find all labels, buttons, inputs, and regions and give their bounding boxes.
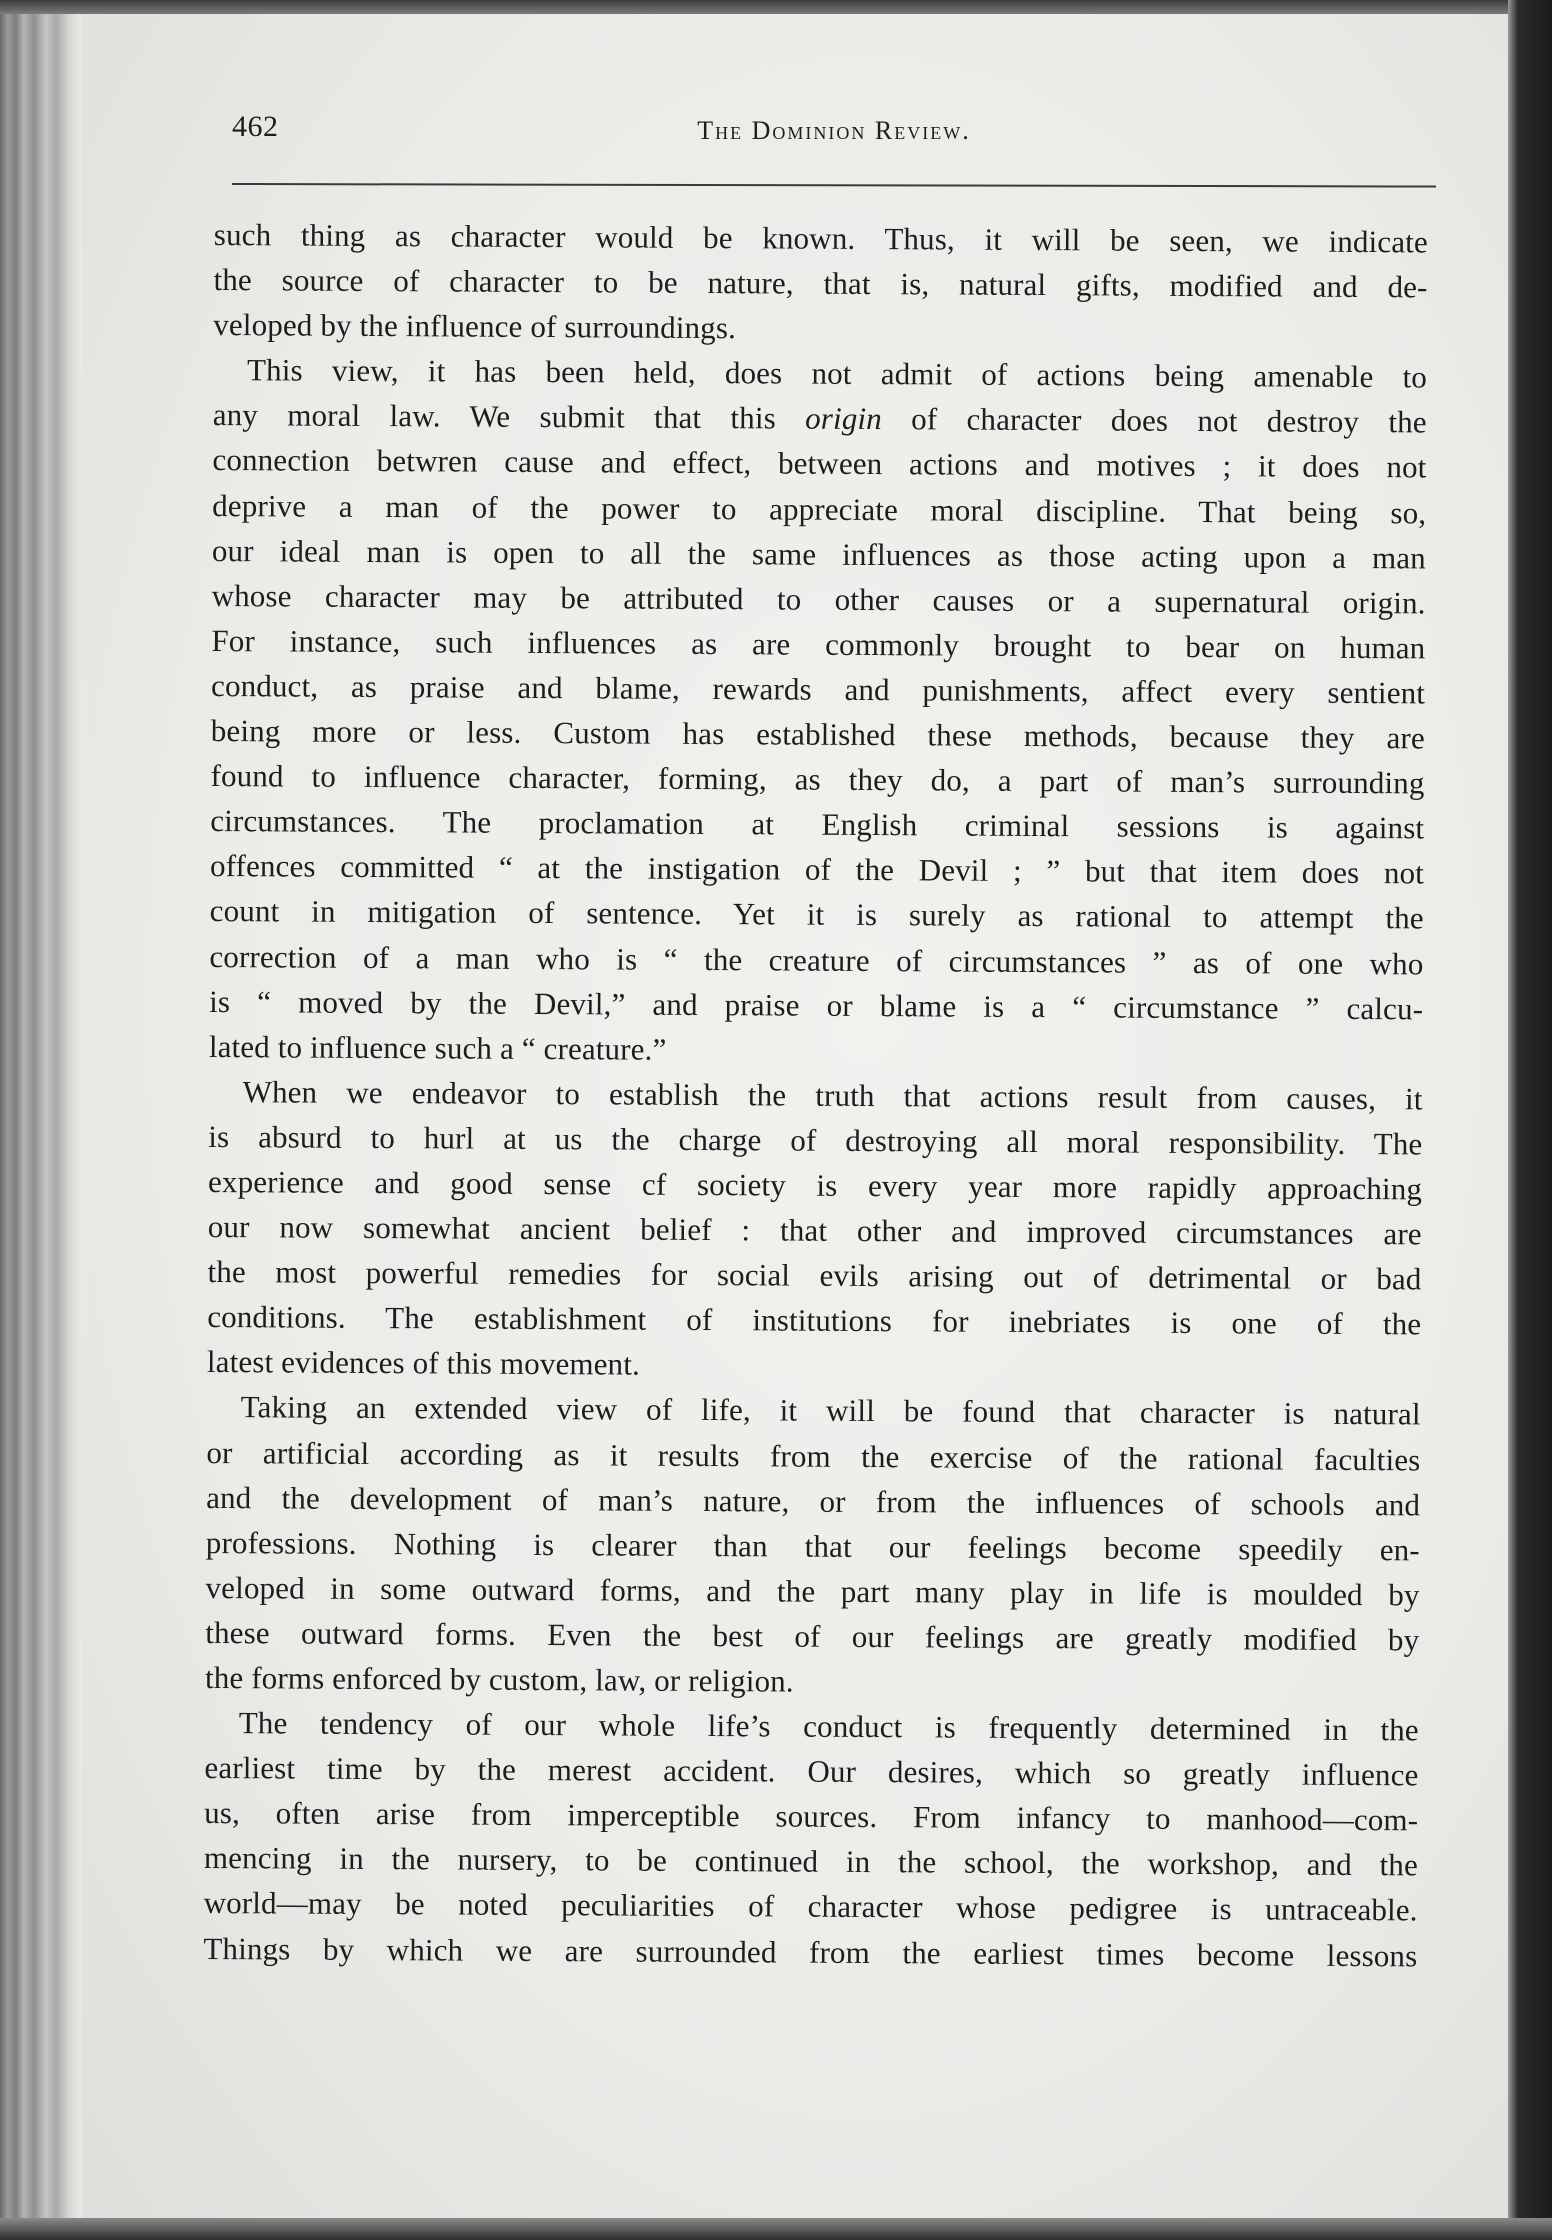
text-line: lated to influence such a “ creature.” <box>208 1028 667 1067</box>
running-head <box>232 100 1436 160</box>
text-line: found to influence character, forming, as they do, a part of man’s surrounding <box>210 758 1425 801</box>
paragraph <box>203 1700 1419 1978</box>
text-line: Things by which we are surrounded from the earliest times become lessons <box>203 1930 1418 1973</box>
text-line: whose character may be attributed to other causes or a supernatural origin. <box>211 577 1426 621</box>
text-line: circumstances. The proclamation at English criminal sessions is against <box>210 803 1425 846</box>
text-line: This view, it has been held, does not admit of actions being amenable to <box>246 352 1428 395</box>
text-line: our now somewhat ancient belief : that other and improved circumstances are <box>207 1209 1422 1252</box>
text-line: experience and good sense cf society is every year more rapidly approaching <box>207 1163 1423 1207</box>
body-text <box>203 212 1428 1978</box>
text-line: us, often arise from imperceptible sources. From infancy to manhood—com- <box>204 1795 1419 1838</box>
scan-border-bottom <box>0 2218 1552 2240</box>
text-line: earliest time by the merest accident. Our desires, which so greatly influence <box>204 1750 1419 1793</box>
text-line: our ideal man is open to all the same influences as those acting upon a man <box>211 532 1427 576</box>
journal-title: The Dominion Review. <box>697 116 971 145</box>
paragraph <box>213 212 1428 355</box>
text-line: conduct, as praise and blame, rewards and punishments, affect every sentient <box>211 667 1426 711</box>
text-line: For instance, such influences as are commonly brought to bear on human <box>211 622 1426 666</box>
text-line: connection betwren cause and effect, between actions and motives ; it does not <box>212 442 1427 485</box>
text-segment: any moral law. We submit that this <box>212 397 776 436</box>
paragraph <box>207 1069 1423 1392</box>
text-line: these outward forms. Even the best of our feelings are greatly modified by <box>205 1614 1420 1658</box>
text-line: professions. Nothing is clearer than that our feelings become speedily en- <box>205 1524 1420 1568</box>
paragraph <box>209 347 1427 1076</box>
text-line: veloped in some outward forms, and the part many play in life is moulded by <box>205 1569 1420 1613</box>
text-line: and the development of man’s nature, or from the influences of schools and <box>206 1479 1421 1523</box>
text-line: offences committed “ at the instigation of the Devil ; ” but that item does not <box>209 848 1425 891</box>
text-line: correction of a man who is “ the creature of circumstances ” as of one who <box>209 938 1424 981</box>
paragraph <box>205 1384 1421 1707</box>
text-line: When we endeavor to establish the truth that actions result from causes, it <box>242 1073 1423 1117</box>
text-line: mencing in the nursery, to be continued in the school, the workshop, and the <box>203 1840 1419 1883</box>
scan-border-top <box>0 0 1552 14</box>
text-line: is “ moved by the Devil,” and praise or blame is a “ circumstance ” calcu- <box>209 983 1424 1026</box>
scan-border-right <box>1508 0 1552 2240</box>
text-line: the most powerful remedies for social evils arising out of detrimental or bad <box>207 1254 1422 1297</box>
text-line: or artificial according as it results from the exercise of the rational faculties <box>206 1434 1421 1477</box>
text-line: is absurd to hurl at us the charge of destroying all moral responsibility. The <box>208 1118 1423 1162</box>
text-line: the source of character to be nature, that is, natural gifts, modified and de- <box>213 262 1428 305</box>
text-line: world—may be noted peculiarities of character whose pedigree is untraceable. <box>203 1885 1418 1928</box>
text-line <box>213 392 1427 445</box>
text-line: Taking an extended view of life, it will be found that character is natural <box>240 1389 1421 1432</box>
book-gutter <box>0 0 82 2240</box>
text-line: such thing as character would be known. Thus, it will be seen, we indicate <box>213 216 1428 260</box>
page-number: 462 <box>232 110 279 143</box>
text-line: conditions. The establishment of institutions for inebriates is one of the <box>207 1299 1422 1342</box>
text-line: count in mitigation of sentence. Yet it is surely as rational to attempt the <box>209 893 1424 936</box>
text-line: The tendency of our whole life’s conduct is frequently determined in the <box>238 1705 1419 1748</box>
text-line: veloped by the influence of surroundings. <box>213 307 737 346</box>
text-line: being more or less. Custom has established these methods, because they are <box>210 713 1425 756</box>
text-line: deprive a man of the power to appreciate moral discipline. That being so, <box>212 487 1427 530</box>
text-segment: of character does not destroy the <box>911 401 1427 440</box>
text-line: latest evidences of this movement. <box>206 1344 641 1382</box>
text-line: the forms enforced by custom, law, or religion. <box>204 1659 794 1699</box>
emphasized-word: origin <box>805 400 882 437</box>
